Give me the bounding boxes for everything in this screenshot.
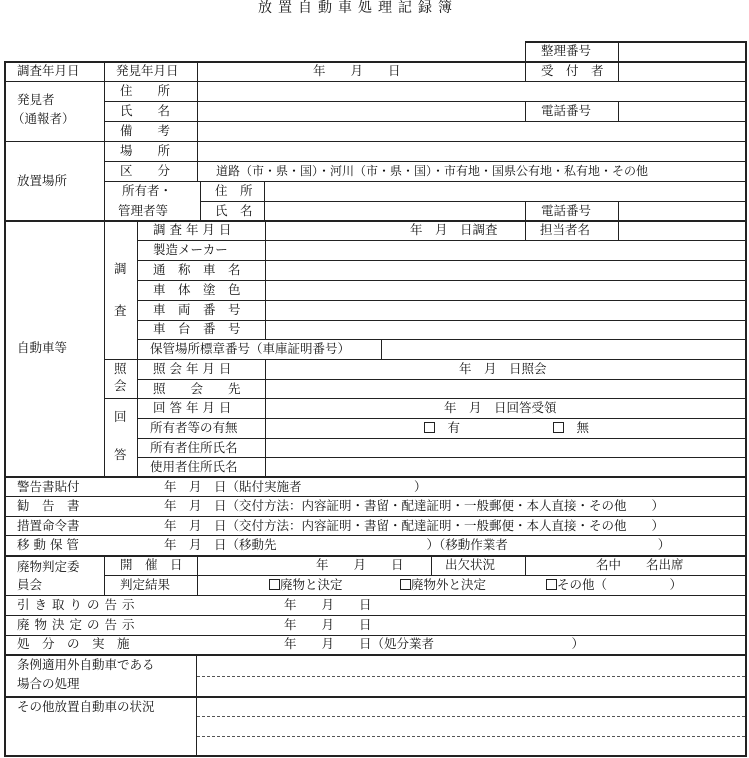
- reply-group-char: 答: [114, 447, 127, 462]
- committee-label: 廃物判定委: [17, 559, 80, 574]
- order-value: 年 月 日（交付方法：内容証明・書留・配達証明・一般郵便・本人直接・その他 ）: [164, 518, 665, 533]
- col-line: [197, 61, 198, 181]
- ordinance-label-sub: 場合の処理: [17, 676, 80, 691]
- advice-label: 勧 告 書: [17, 498, 80, 513]
- row-line: [137, 457, 747, 458]
- owner-addr-name-label: 所有者住所氏名: [150, 440, 238, 455]
- held-date-value: 年 月 日: [316, 557, 404, 572]
- person-in-charge-label: 担当者名: [540, 222, 591, 237]
- result-option-waste[interactable]: [269, 578, 343, 592]
- table-outer-bottom: [4, 755, 747, 757]
- row-line: [137, 280, 747, 281]
- ordinance-label: 条例適用外自動車である: [17, 657, 155, 672]
- col-line: [618, 201, 619, 221]
- row-line: [104, 398, 747, 399]
- page-title: 放置自動車処理記録簿: [258, 0, 458, 16]
- reply-date-value: 年 月 日回答受領: [444, 400, 557, 415]
- disposal-value: 年 月 日（処分業者 ）: [284, 636, 585, 651]
- vehicle-label: 自動車等: [17, 340, 68, 355]
- col-line: [525, 220, 526, 240]
- col-line: [381, 339, 382, 359]
- attendance-label: 出欠状況: [445, 557, 496, 572]
- col-line: [196, 654, 197, 756]
- maker-label: 製造メーカー: [153, 242, 228, 257]
- col-line: [525, 555, 526, 575]
- col-line: [618, 41, 619, 81]
- checkbox-waste[interactable]: [269, 579, 280, 590]
- row-line: [4, 615, 747, 616]
- owner-label-sub: 管理者等: [118, 203, 169, 218]
- result-option-other-label: その他（ ）: [557, 577, 683, 592]
- place-category-label: 区 分: [120, 163, 171, 178]
- owner-exists-no-label: 無: [576, 420, 590, 435]
- row-line: [4, 516, 747, 517]
- col-line: [265, 359, 266, 477]
- model-label: 通 称 車 名: [153, 262, 241, 277]
- inquiry-date-value: 年 月 日照会: [459, 361, 547, 376]
- row-line: [137, 240, 747, 241]
- vehicle-survey-date-label: 調 査 年 月 日: [153, 222, 232, 237]
- checkbox-other[interactable]: [546, 579, 557, 590]
- color-label: 車 体 塗 色: [153, 282, 241, 297]
- row-line: [137, 300, 747, 301]
- pickup-notice-label: 引き取りの告示: [17, 597, 140, 612]
- row-line: [4, 696, 747, 698]
- col-line: [104, 61, 105, 476]
- user-addr-name-label: 使用者住所氏名: [150, 459, 238, 474]
- row-line: [4, 141, 747, 142]
- row-line: [104, 121, 747, 122]
- row-line: [137, 418, 747, 419]
- owner-name-label: 氏 名: [215, 203, 253, 218]
- checkbox-yes[interactable]: [424, 422, 435, 433]
- col-line: [137, 220, 138, 476]
- row-line: [4, 476, 747, 478]
- row-line: [137, 339, 747, 340]
- dashed-line: [197, 736, 745, 737]
- row-line: [4, 595, 747, 596]
- waste-decision-notice-value: 年 月 日: [284, 617, 372, 632]
- dashed-line: [197, 676, 745, 677]
- owner-exists-label: 所有者等の有無: [150, 420, 238, 435]
- survey-group-char: 調: [114, 261, 127, 276]
- row-line: [137, 438, 747, 439]
- owner-phone-label: 電話番号: [541, 203, 592, 218]
- row-line: [4, 81, 747, 82]
- move-value: 年 月 日（移動先 ）（移動作業者 ）: [164, 537, 671, 552]
- vehicle-survey-date-value: 年 月 日調査: [410, 222, 498, 237]
- row-line: [104, 359, 747, 360]
- table-outer-left: [4, 61, 6, 757]
- row-line: [4, 220, 747, 222]
- finder-address-label: 住 所: [120, 83, 171, 98]
- held-date-label: 開 催 日: [120, 557, 183, 572]
- owner-exists-yes[interactable]: [424, 421, 460, 435]
- row-line: [104, 161, 747, 162]
- plate-label: 車 両 番 号: [153, 302, 241, 317]
- reply-group-char: 回: [114, 409, 127, 424]
- disposal-label: 処 分 の 実 施: [17, 636, 130, 651]
- result-option-other[interactable]: [546, 578, 682, 592]
- finder-label: 発見者: [17, 92, 55, 107]
- finder-label-sub: （通報者）: [12, 111, 75, 126]
- finder-phone-label: 電話番号: [541, 103, 592, 118]
- place-label: 放置場所: [17, 173, 68, 188]
- survey-group-char: 査: [114, 303, 127, 318]
- inquiry-group-char: 照: [114, 361, 127, 376]
- row-line: [137, 379, 747, 380]
- col-line: [525, 201, 526, 221]
- col-line: [265, 220, 266, 340]
- other-status-label: その他放置自動車の状況: [17, 699, 155, 714]
- col-line: [104, 555, 105, 595]
- row-line: [200, 201, 747, 202]
- attendance-value: 名中 名出席: [596, 557, 684, 572]
- inquiry-date-label: 照 会 年 月 日: [153, 361, 232, 376]
- survey-date-label: 調査年月日: [17, 63, 80, 78]
- received-by-label: 受 付 者: [541, 63, 604, 78]
- row-line: [137, 260, 747, 261]
- col-line: [618, 101, 619, 121]
- order-label: 措置命令書: [17, 518, 80, 533]
- result-option-non-waste[interactable]: [400, 578, 486, 592]
- place-location-label: 場 所: [120, 143, 171, 158]
- place-category-options: 道路（市・県・国）・河川（市・県・国）・市有地・国県公有地・私有地・その他: [216, 164, 649, 178]
- checkbox-non-waste[interactable]: [400, 579, 411, 590]
- move-label: 移 動 保 管: [17, 537, 79, 552]
- col-line: [431, 555, 432, 575]
- owner-exists-yes-label: 有: [447, 420, 461, 435]
- row-line: [104, 575, 747, 576]
- advice-value: 年 月 日（交付方法：内容証明・書留・配達証明・一般郵便・本人直接・その他 ）: [164, 498, 665, 513]
- result-option-non-waste-label: 廃物外と決定: [411, 577, 487, 592]
- waste-decision-notice-label: 廃物決定の告示: [17, 617, 140, 632]
- warning-value: 年 月 日（貼付実施者 ）: [164, 479, 427, 494]
- result-label: 判定結果: [120, 577, 171, 592]
- row-line: [4, 496, 747, 497]
- row-line: [104, 101, 747, 102]
- owner-address-label: 住 所: [215, 183, 253, 198]
- found-date-value: 年 月 日: [313, 63, 401, 78]
- dashed-line: [197, 716, 745, 717]
- col-line: [197, 555, 198, 595]
- owner-exists-no[interactable]: [553, 421, 589, 435]
- result-option-waste-label: 廃物と決定: [280, 577, 343, 592]
- found-date-label: 発見年月日: [116, 63, 179, 78]
- ref-no-label: 整理番号: [541, 43, 592, 58]
- warning-label: 警告書貼付: [17, 479, 80, 494]
- inquiry-group-char: 会: [114, 378, 127, 393]
- committee-label-sub: 員会: [17, 577, 43, 592]
- finder-name-label: 氏 名: [120, 103, 171, 118]
- row-line: [4, 654, 747, 656]
- col-line: [200, 181, 201, 221]
- col-line: [618, 220, 619, 240]
- checkbox-no[interactable]: [553, 422, 564, 433]
- pickup-notice-value: 年 月 日: [284, 597, 372, 612]
- owner-label: 所有者・: [122, 183, 173, 198]
- finder-remarks-label: 備 考: [120, 123, 171, 138]
- inquiry-to-label: 照 会 先: [153, 381, 241, 396]
- col-line: [525, 41, 526, 81]
- table-outer-right: [745, 41, 747, 757]
- reply-date-label: 回 答 年 月 日: [153, 400, 232, 415]
- chassis-label: 車 台 番 号: [153, 321, 241, 336]
- row-line: [4, 535, 747, 536]
- col-line: [264, 181, 265, 221]
- storage-label: 保管場所標章番号（車庫証明番号）: [150, 341, 351, 356]
- col-line: [525, 101, 526, 121]
